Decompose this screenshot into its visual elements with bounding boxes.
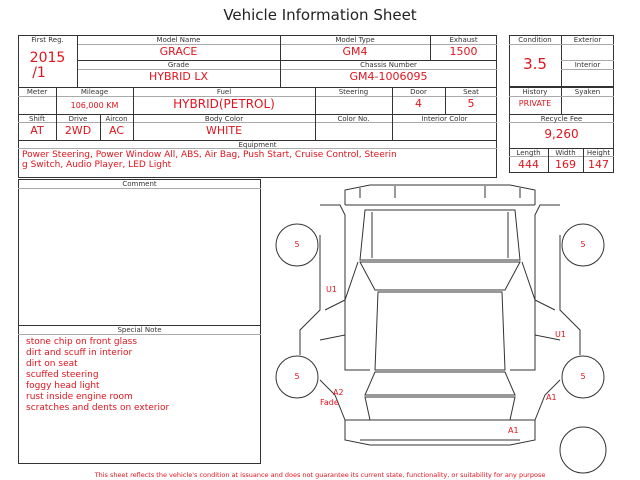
model-name-label: Model Name: [156, 36, 201, 44]
exhaust-label: Exhaust: [449, 36, 478, 44]
door-value: 4: [415, 97, 422, 110]
color-no-label: Color No.: [337, 115, 370, 123]
damage-mark-a1-bottom: A1: [508, 426, 519, 435]
height-label: Height: [586, 149, 611, 157]
fuel-value: HYBRID(PETROL): [173, 97, 275, 111]
drive-value: 2WD: [64, 124, 92, 137]
aircon-value: AC: [108, 124, 124, 137]
seat-label: Seat: [463, 88, 479, 96]
equipment-line-2: g Switch, Audio Player, LED Light: [22, 160, 172, 170]
first-reg-label: First Reg.: [31, 36, 64, 44]
equipment-line-1: Power Steering, Power Window All, ABS, Air Bag, Push Start, Cruise Control, Steerin: [22, 150, 397, 160]
first-reg-year: 2015: [29, 50, 66, 66]
tire-front-right-score: 5: [580, 240, 586, 249]
drive-label: Drive: [68, 115, 88, 123]
special-note-item: stone chip on front glass: [26, 337, 138, 347]
grade-label: Grade: [167, 61, 190, 69]
damage-mark-u1-right: U1: [555, 330, 566, 339]
disclaimer-footer: This sheet reflects the vehicle's condition at issuance and does not guarantee its current state, functionality, or suitability for any purpose: [94, 471, 546, 479]
recycle-fee-label: Recycle Fee: [540, 115, 583, 123]
special-note-item: dirt and scuff in interior: [26, 348, 133, 358]
damage-mark-u1-left: U1: [326, 285, 337, 294]
special-note-label: Special Note: [117, 326, 162, 334]
grade-value: HYBRID LX: [148, 70, 209, 83]
page-title: Vehicle Information Sheet: [223, 6, 417, 24]
comment-label: Comment: [122, 180, 157, 188]
shift-label: Shift: [29, 115, 45, 123]
chassis-value: GM4-1006095: [349, 70, 428, 83]
tire-rear-right-score: 5: [580, 372, 586, 381]
door-label: Door: [410, 88, 427, 96]
steering-label: Steering: [338, 88, 369, 96]
length-label: Length: [516, 149, 541, 157]
syaken-label: Syaken: [574, 88, 601, 96]
tire-front-left-score: 5: [294, 240, 300, 249]
damage-mark-a1-right: A1: [546, 393, 557, 402]
model-type-value: GM4: [342, 45, 368, 58]
meter-label: Meter: [26, 88, 48, 96]
condition-score: 3.5: [523, 55, 547, 73]
interior-label: Interior: [574, 61, 601, 69]
history-label: History: [522, 88, 548, 96]
aircon-label: Aircon: [105, 115, 128, 123]
damage-mark-fade: Fade: [320, 398, 339, 407]
recycle-fee-value: 9,260: [544, 127, 579, 141]
body-color-value: WHITE: [205, 124, 243, 137]
body-color-label: Body Color: [204, 115, 244, 123]
model-name-value: GRACE: [159, 45, 198, 58]
special-note-item: rust inside engine room: [26, 392, 133, 402]
height-value: 147: [588, 158, 609, 171]
condition-label: Condition: [518, 36, 552, 44]
seat-value: 5: [467, 97, 475, 110]
model-type-label: Model Type: [335, 36, 375, 44]
damage-mark-a2: A2: [333, 388, 344, 397]
spare-tire: [560, 427, 606, 473]
shift-value: AT: [30, 124, 44, 137]
interior-color-label: Interior Color: [421, 115, 468, 123]
length-value: 444: [518, 158, 539, 171]
exhaust-value: 1500: [449, 45, 478, 58]
special-note-item: scuffed steering: [26, 370, 99, 380]
tire-rear-left-score: 5: [294, 372, 300, 381]
equipment-label: Equipment: [238, 141, 277, 149]
fuel-label: Fuel: [216, 88, 232, 96]
chassis-label: Chassis Number: [360, 61, 417, 69]
width-label: Width: [555, 149, 576, 157]
special-note-item: scratches and dents on exterior: [26, 403, 170, 413]
special-note-item: foggy head light: [26, 381, 100, 391]
exterior-label: Exterior: [573, 36, 602, 44]
width-value: 169: [555, 158, 576, 171]
special-note-item: dirt on seat: [26, 359, 78, 369]
mileage-value: 106,000 KM: [70, 101, 119, 110]
history-value: PRIVATE: [518, 99, 552, 108]
first-reg-month: /1: [32, 65, 46, 81]
mileage-label: Mileage: [80, 88, 109, 96]
